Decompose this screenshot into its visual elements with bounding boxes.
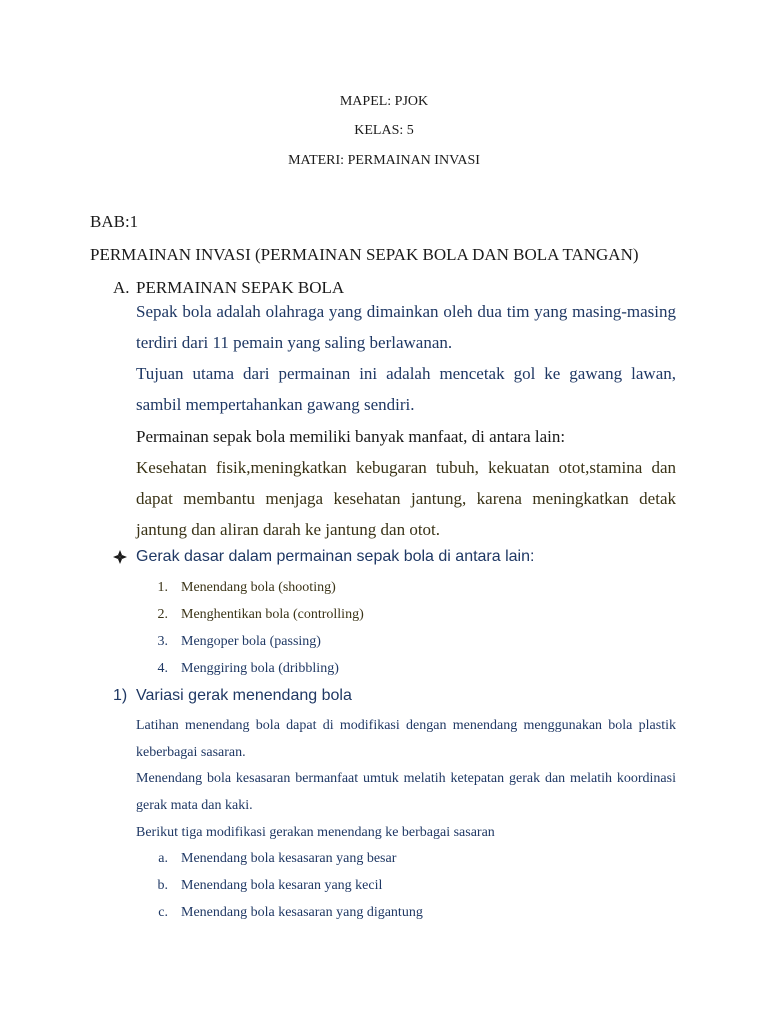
gerak-item-controlling: Menghentikan bola (controlling): [181, 607, 364, 622]
paragraph-manfaat-intro: Permainan sepak bola memiliki banyak manfaat, di antara lain:: [136, 427, 566, 446]
gerak-dasar-title: Gerak dasar dalam permainan sepak bola di antara lain:: [136, 548, 535, 565]
variasi-item-besar: Menendang bola kesasaran yang besar: [181, 851, 397, 866]
variasi-item-letter: b.: [157, 878, 168, 893]
variasi-title: Variasi gerak menendang bola: [136, 687, 352, 704]
gerak-item-number: 1.: [157, 580, 168, 595]
variasi-paragraph-modifikasi: Berikut tiga modifikasi gerakan menendang ke berbagai sasaran: [136, 825, 495, 840]
variasi-marker: 1): [113, 687, 128, 704]
header-materi: MATERI: PERMAINAN INVASI: [288, 153, 480, 168]
bab-label: BAB:1: [90, 212, 139, 231]
paragraph-definisi: Sepak bola adalah olahraga yang dimainkan oleh dua tim yang masing-masing terdiri dari 11 pemain yang saling berlawanan.: [136, 302, 676, 352]
variasi-item-digantung: Menendang bola kesasaran yang digantung: [181, 905, 423, 920]
paragraph-tujuan: Tujuan utama dari permainan ini adalah mencetak gol ke gawang lawan, sambil mempertahankan gawang sendiri.: [136, 364, 676, 414]
variasi-paragraph-latihan: Latihan menendang bola dapat di modifikasi dengan menendang menggunakan bola plastik keberbagai sasaran.: [136, 718, 676, 760]
variasi-item-kecil: Menendang bola kesaran yang kecil: [181, 878, 383, 893]
variasi-item-letter: a.: [158, 851, 168, 866]
variasi-item-letter: c.: [158, 905, 168, 920]
gerak-item-shooting: Menendang bola (shooting): [181, 580, 336, 595]
diamond-bullet-icon: [113, 550, 127, 569]
variasi-paragraph-manfaat: Menendang bola kesasaran bermanfaat umtuk melatih ketepatan gerak dan melatih koordinasi gerak mata dan kaki.: [136, 771, 676, 813]
section-a-title: PERMAINAN SEPAK BOLA: [136, 278, 345, 297]
bab-title: PERMAINAN INVASI (PERMAINAN SEPAK BOLA DAN BOLA TANGAN): [90, 245, 639, 264]
gerak-item-number: 2.: [157, 607, 168, 622]
gerak-item-number: 3.: [157, 634, 168, 649]
paragraph-manfaat: Kesehatan fisik,meningkatkan kebugaran tubuh, kekuatan otot,stamina dan dapat membantu menjaga kesehatan jantung, karena meningkatkan detak jantung dan aliran darah ke jantung dan otot.: [136, 458, 676, 539]
gerak-item-dribbling: Menggiring bola (dribbling): [181, 661, 339, 676]
section-a-marker: A.: [113, 278, 130, 297]
header-kelas: KELAS: 5: [354, 123, 414, 138]
gerak-item-number: 4.: [157, 661, 168, 676]
header-mapel: MAPEL: PJOK: [339, 94, 429, 109]
gerak-item-passing: Mengoper bola (passing): [181, 634, 321, 649]
